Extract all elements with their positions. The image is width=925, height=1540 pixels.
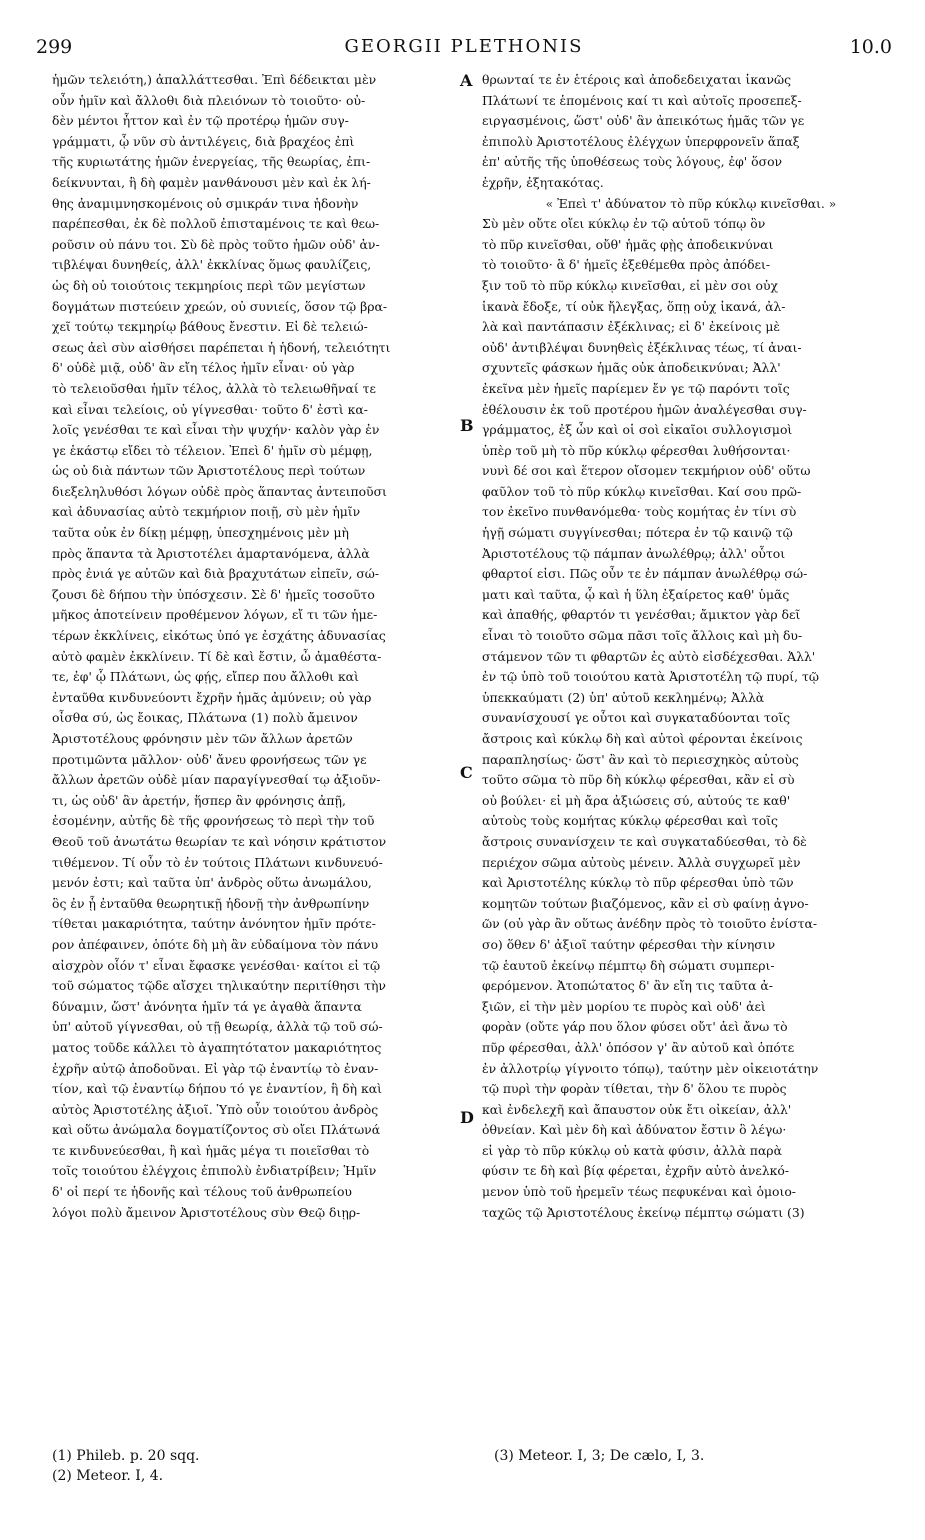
text-line: ἐκεῖνα μὲν ἡμεῖς παρίεμεν ἔν γε τῷ παρόντι τοῖς xyxy=(482,380,790,396)
text-line: καὶ ἐνδελεχῆ καὶ ἄπαυστον οὐκ ἔτι οἰκείαν, ἀλλ' xyxy=(482,1101,792,1117)
text-line: ἐν τῷ ὑπὸ τοῦ τοιούτου κατὰ Ἀριστοτέλη τῷ πυρί, τῷ xyxy=(482,669,820,685)
text-line: πρὸς ἅπαντα τὰ Ἀριστοτέλει ἁμαρτανόμενα, ἀλλὰ xyxy=(52,545,370,561)
left-column xyxy=(52,70,454,1223)
text-line: ξιῶν, εἰ τὴν μὲν μορίου τε πυρὸς καὶ οὐδ' ἀεὶ xyxy=(482,998,766,1014)
text-line: τίθεται μακαριότητα, ταύτην ἀνόνητον ἡμῖν πρότε- xyxy=(52,916,376,932)
text-line: ἡμῶν τελειότη,) ἀπαλλάττεσθαι. Ἐπὶ δέδεικται μὲν xyxy=(52,72,377,87)
text-line: εἰ γὰρ τὸ πῦρ κύκλῳ οὐ κατὰ φύσιν, ἀλλὰ παρὰ xyxy=(482,1142,782,1158)
text-line: νυνὶ δέ σοι καὶ ἕτερον οἴσομεν τεκμήριον οὐδ' οὕτω xyxy=(482,463,811,479)
text-line: πρὸς ἐνιά γε αὐτῶν καὶ διὰ βραχυτάτων εἰπεῖν, σώ- xyxy=(52,566,380,582)
text-line: τιβλέψαι δυνηθείς, ἀλλ' ἐκκλίνας ὅμως φαυλίζεις, xyxy=(52,257,372,273)
text-line: τι, ὡς οὐδ' ἂν ἀρετήν, ἥσπερ ἂν φρόνησις ἀπῇ, xyxy=(52,792,346,808)
running-header xyxy=(36,36,892,62)
text-line: ρον ἀπέφαινεν, ὁπότε δὴ μὴ ἂν εὐδαίμονα τὸν πάνυ xyxy=(52,936,379,952)
text-line: γε ἑκάστῳ εἴδει τὸ τέλειον. Ἐπεὶ δ' ἡμῖν σὺ μέμφῃ, xyxy=(52,442,373,458)
text-line: ξιν τοῦ τὸ πῦρ κύκλῳ κινεῖσθαι, εἰ μὲν σοι οὐχ xyxy=(482,277,779,293)
footnote: (1) Phileb. p. 20 sqq. xyxy=(52,1448,200,1464)
text-line: ματος τοῦδε κάλλει τὸ ἀγαπητότατον μακαριότητος xyxy=(52,1039,382,1055)
text-line: τῷ ἑαυτοῦ ἐκείνῳ πέμπτῳ δὴ σώματι συμπερι- xyxy=(482,957,775,973)
text-line: φερόμενον. Ἀτοπώτατος δ' ἂν εἴη τις ταῦτα ἀ- xyxy=(482,978,773,994)
text-line: οὐ βούλει· εἰ μὴ ἄρα ἀξιώσεις σύ, αὐτούς τε καθ' xyxy=(482,792,791,808)
text-line: θης ἀναμιμνησκομένοις οὐ σμικράν τινα ἡδονὴν xyxy=(52,195,359,211)
text-line: ταχῶς τῷ Ἀριστοτέλους ἐκείνῳ πέμπτῳ σώματι (3) xyxy=(482,1204,805,1220)
footnote: (3) Meteor. I, 3; De cælo, I, 3. xyxy=(494,1448,705,1464)
margin-letter-d: D xyxy=(460,1108,474,1127)
text-line: τιθέμενον. Τί οὖν τὸ ἐν τούτοις Πλάτωνι κινδυνευό- xyxy=(52,854,383,870)
text-line: τὸ τελειοῦσθαι ἡμῖν τέλος, ἀλλὰ τὸ τελειωθῆναί τε xyxy=(52,380,376,396)
text-line: ἄστροις συνανίσχειν τε καὶ συγκαταδύεσθαι, τὸ δὲ xyxy=(482,833,807,849)
text-line: τον ἐκεῖνο πυνθανόμεθα· τοὺς κομήτας ἐν τίνι σὺ xyxy=(482,504,797,520)
text-line: δ' οἱ περί τε ἡδονῆς καὶ τέλους τοῦ ἀνθρωπείου xyxy=(52,1184,352,1200)
text-line: διεξεληλυθόσι λόγων οὐδὲ πρὸς ἅπαντας ἀντειποῦσι xyxy=(52,483,387,499)
text-line: εἶναι τὸ τοιοῦτο σῶμα πᾶσι τοῖς ἄλλοις καὶ μὴ δυ- xyxy=(482,628,803,644)
margin-letter-a: A xyxy=(460,71,473,90)
text-line: ἄστροις καὶ κύκλῳ δὴ καὶ αὐτοὶ φέρονται ἐκείνοις xyxy=(482,731,803,746)
text-line: Ἀριστοτέλους φρόνησιν μὲν τῶν ἄλλων ἀρετῶν xyxy=(52,731,353,746)
text-line: καὶ εἶναι τελείοις, οὐ γίγνεσθαι· τοῦτο δ' ἐστὶ κα- xyxy=(52,401,368,417)
text-line: γράμματι, ᾧ νῦν σὺ ἀντιλέγεις, διὰ βραχέος ἐπὶ xyxy=(52,133,355,149)
footnotes-left xyxy=(52,1446,454,1486)
footnote: (2) Meteor. I, 4. xyxy=(52,1468,164,1484)
right-column xyxy=(482,70,900,1223)
text-line: μενόν ἐστι; καὶ ταῦτα ὑπ' ἀνδρὸς οὕτω ἀνωμάλου, xyxy=(52,875,372,891)
text-line: δείκνυνται, ἣ δὴ φαμὲν μανθάνουσι μὲν καὶ ἐκ λή- xyxy=(52,174,371,190)
running-title: GEORGII PLETHONIS xyxy=(344,36,584,57)
text-line: ἐσομένην, αὐτῆς δὲ τῆς φρονήσεως τὸ περὶ τὴν τοῦ xyxy=(52,813,375,829)
text-line: πῦρ φέρεσθαι, ἀλλ' ὁπόσον γ' ἂν αὐτοῦ καὶ ὁπότε xyxy=(482,1039,795,1055)
text-line: ἐχρῆν αὐτῷ ἀποδοῦναι. Εἰ γὰρ τῷ ἐναντίῳ τὸ ἐναν- xyxy=(52,1060,379,1076)
text-line: ὑπεκκαύματι (2) ὑπ' αὐτοῦ κεκλημένῳ; Ἀλλὰ xyxy=(482,689,765,705)
text-line: χεῖ τούτῳ τεκμηρίῳ βάθους ἔνεστιν. Εἰ δὲ τελειώ- xyxy=(52,319,368,335)
text-line: Πλάτωνί τε ἑπομένοις καί τι καὶ αὐτοῖς προσεπεξ- xyxy=(482,92,802,108)
text-line: τῷ πυρὶ τὴν φορὰν τίθεται, τὴν δ' ὅλου τε πυρὸς xyxy=(482,1081,787,1097)
text-line: συνανίσχουσί γε οὗτοι καὶ συγκαταδύονται τοῖς xyxy=(482,710,791,726)
text-line: ταῦτα οὐκ ἐν δίκῃ μέμφῃ, ὑπεσχημένοις μὲν μὴ xyxy=(52,525,349,541)
text-line: παρέπεσθαι, ἐκ δὲ πολλοῦ ἐπισταμένοις τε καὶ θεω- xyxy=(52,216,380,232)
text-line: σεως ἀεὶ σὺν αἰσθήσει παρέπεται ἡ ἡδονή, τελειότητι xyxy=(52,339,391,355)
text-line: οἶσθα σύ, ὡς ἔοικας, Πλάτωνα (1) πολὺ ἄμεινον xyxy=(52,710,358,726)
text-line: ἐπ' αὐτῆς τῆς ὑποθέσεως τοὺς λόγους, ἐφ' ὅσον xyxy=(482,154,783,170)
text-line: αἰσχρὸν οἷόν τ' εἶναι ἔφασκε γενέσθαι· καίτοι εἰ τῷ xyxy=(52,957,381,973)
text-line: σο) ὅθεν δ' ἀξιοῖ ταύτην φέρεσθαι τὴν κίνησιν xyxy=(482,936,776,952)
text-line: ὃς ἐν ᾗ ἐνταῦθα θεωρητικῇ ἡδονῇ τὴν ἀνθρωπίνην xyxy=(52,895,370,911)
text-line: φορὰν (οὔτε γάρ που ὅλον φύσει οὔτ' ἀεὶ ἄνω τὸ xyxy=(482,1019,788,1035)
text-line: ἐν ἀλλοτρίῳ γίγνοιτο τόπῳ), ταύτην μὲν οἰκειοτάτην xyxy=(482,1060,819,1076)
footnotes-right xyxy=(494,1446,894,1466)
text-line: ἐθέλουσιν ἐκ τοῦ προτέρου ἡμῶν ἀναλέγεσθαι συγ- xyxy=(482,401,807,417)
text-line: ὑπ' αὐτοῦ γίγνεσθαι, οὐ τῇ θεωρίᾳ, ἀλλὰ τῷ τοῦ σώ- xyxy=(52,1019,383,1035)
text-line: τοῦ σώματος τῷδε αἴσχει τηλικαύτην περιτίθησι τὴν xyxy=(52,978,386,994)
text-line: φύσιν τε δὴ καὶ βίᾳ φέρεται, ἐχρῆν αὐτὸ ἀνελκό- xyxy=(482,1163,790,1179)
text-line: τοῖς τοιούτου ἐλέγχοις ἐπιπολὺ ἐνδιατρίβειν; Ἡμῖν xyxy=(52,1163,377,1179)
text-line: αὐτὸς Ἀριστοτέλης ἀξιοῖ. Ὑπὸ οὖν τοιούτου ἀνδρὸς xyxy=(52,1101,379,1117)
text-line: ἄλλων ἀρετῶν οὐδὲ μίαν παραγίγνεσθαί τῳ ἀξιοῦν- xyxy=(52,772,381,788)
text-line: στάμενον τῶν τι φθαρτῶν ἐς αὐτὸ εἰσδέχεσθαι. Ἀλλ' xyxy=(482,648,816,664)
text-line: καὶ οὕτω ἀνώμαλα δογματίζοντος σὺ οἴει Πλάτωνά xyxy=(52,1122,381,1138)
text-line: λὰ καὶ παντάπασιν ἐξέκλινας; εἰ δ' ἐκείνοις μὲ xyxy=(482,319,781,335)
text-line: « Ἐπεὶ τ' ἀδύνατον τὸ πῦρ κύκλῳ κινεῖσθαι. » xyxy=(545,195,837,211)
text-line: ἐχρῆν, ἐξητακότας. xyxy=(482,174,604,190)
text-line: ῶν (οὐ γὰρ ἂν οὕτως ἀνέδην πρὸς τὸ τοιοῦτο ἐνίστα- xyxy=(482,916,818,932)
text-line: ὡς δὴ οὐ τοιούτοις τεκμηρίοις περὶ τῶν μεγίστων xyxy=(52,277,366,293)
text-line: δύναμιν, ὥστ' ἀνόνητα ἡμῖν τά γε ἀγαθὰ ἅπαντα xyxy=(52,998,362,1014)
text-line: περιέχον σῶμα αὐτοὺς μένειν. Ἀλλὰ συγχωρεῖ μὲν xyxy=(482,854,801,870)
text-line: τέρων ἐκκλίνεις, εἰκότως ὑπό γε ἐσχάτης ἀδυνασίας xyxy=(52,628,386,644)
text-line: προτιμῶντα μᾶλλον· οὐδ' ἄνευ φρονήσεως τῶν γε xyxy=(52,751,367,767)
text-line: ζουσι δὲ δήπου τὴν ὑπόσχεσιν. Σὲ δ' ἡμεῖς τοσοῦτο xyxy=(52,586,375,602)
text-line: ροῦσιν οὐ πάνυ τοι. Σὺ δὲ πρὸς τοῦτο ἡμῶν οὐδ' ἀν- xyxy=(52,236,380,252)
margin-letter-b: B xyxy=(460,416,474,435)
text-line: Ἀριστοτέλους τῷ πάμπαν ἀνωλέθρῳ; ἀλλ' οὗτοι xyxy=(482,545,786,561)
text-line: τε, ἐφ' ᾧ Πλάτωνι, ὡς φῄς, εἴπερ που ἄλλοθι καὶ xyxy=(52,669,359,685)
text-line: αὐτὸ φαμὲν ἐκκλίνειν. Τί δὲ καὶ ἔστιν, ὦ ἀμαθέστα- xyxy=(52,648,382,664)
text-line: τε κινδυνεύεσθαι, ἢ καὶ ἡμᾶς μέγα τι ποιεῖσθαι τὸ xyxy=(52,1142,370,1158)
text-line: παραπλησίως· ὥστ' ἂν καὶ τὸ περιεσχηκὸς αὐτοὺς xyxy=(482,751,799,767)
text-line: ειργασμένοις, ὥστ' οὐδ' ἂν ἀπεικότως ἡμᾶς τῶν γε xyxy=(482,113,805,129)
margin-letter-c: C xyxy=(460,763,473,782)
text-line: δ' οὐδὲ μιᾷ, οὐδ' ἂν εἴη τέλος ἡμῖν εἶναι· οὐ γὰρ xyxy=(52,360,355,376)
text-line: λόγοι πολὺ ἄμεινον Ἀριστοτέλους σὺν Θεῷ διῃρ- xyxy=(52,1204,361,1220)
text-line: λοῖς γενέσθαι τε καὶ εἶναι τὴν ψυχήν· καλὸν γὰρ ἐν xyxy=(52,422,380,438)
text-line: καὶ Ἀριστοτέλης κύκλῳ τὸ πῦρ φέρεσθαι ὑπὸ τῶν xyxy=(482,875,794,891)
text-line: δὲν μέντοι ἧττον καὶ ἐν τῷ προτέρῳ ἡμῶν συγ- xyxy=(52,113,349,129)
text-line: μῆκος ἀποτείνειν προθέμενον λόγων, εἴ τι τῶν ἡμε- xyxy=(52,607,378,623)
text-line: Σὺ μὲν οὔτε οἴει κύκλῳ ἐν τῷ αὑτοῦ τόπῳ ὂν xyxy=(482,216,766,232)
text-line: οὖν ἡμῖν καὶ ἄλλοθι διὰ πλειόνων τὸ τοιοῦτο· οὐ- xyxy=(52,92,366,108)
text-line: ματι καὶ ταῦτα, ᾧ καὶ ἡ ὕλη ἐξαίρετος καθ' ὑμᾶς xyxy=(482,586,790,602)
text-line: ὑπὲρ τοῦ μὴ τὸ πῦρ κύκλῳ φέρεσθαι λυθήσονται· xyxy=(482,442,791,458)
text-line: τῆς κυριωτάτης ἡμῶν ἐνεργείας, τῆς θεωρίας, ἐπι- xyxy=(52,154,371,170)
text-line: φθαρτοί εἰσι. Πῶς οὖν τε ἐν πάμπαν ἀνωλέθρῳ σώ- xyxy=(482,566,808,582)
text-line: κομητῶν τούτων βιαζόμενος, κἂν εἰ σὺ φαίνῃ ἀγνο- xyxy=(482,895,809,911)
text-line: τίον, καὶ τῷ ἐναντίῳ δήπου τό γε ἐναντίον, ἣ δὴ καὶ xyxy=(52,1081,383,1097)
text-line: ἐνταῦθα κινδυνεύοντι ἔχρῆν ἡμᾶς ἀμύνειν; οὐ γὰρ xyxy=(52,689,372,705)
page-number: 299 xyxy=(36,36,73,58)
text-line: τὸ τοιοῦτο· ἃ δ' ἡμεῖς ἐξεθέμεθα πρὸς ἀπόδει- xyxy=(482,257,771,273)
text-line: σχυντεῖς φάσκων ἡμᾶς οὐκ ἀποδεικνύναι; Ἀλλ' xyxy=(482,360,781,376)
text-line: οὐδ' ἀντιβλέψαι δυνηθεὶς ἐξέκλινας τέως, τί ἀναι- xyxy=(482,339,802,355)
text-line: μενον ὑπὸ τοῦ ἠρεμεῖν τέως πεφυκέναι καὶ ὁμοιο- xyxy=(482,1184,796,1200)
text-line: δογμάτων πιστεύειν χρεών, οὐ συνιείς, ὅσον τῷ βρα- xyxy=(52,298,388,314)
text-line: φαῦλον τοῦ τὸ πῦρ κύκλῳ κινεῖσθαι. Καί σου πρῶ- xyxy=(482,483,802,499)
text-line: ἱκανὰ ἔδοξε, τί οὐκ ἤλεγξας, ὅπῃ οὐχ ἱκανά, ἀλ- xyxy=(482,298,786,314)
text-line: τοῦτο σῶμα τὸ πῦρ δὴ κύκλῳ φέρεσθαι, κἂν εἰ σὺ xyxy=(482,772,795,788)
text-line: Θεοῦ τοῦ ἀνωτάτω θεωρίαν τε καὶ νόησιν κράτιστον xyxy=(52,833,387,849)
text-line: θρωνταί τε ἐν ἑτέροις καὶ ἀποδεδειχαται ἱκανῶς xyxy=(482,72,792,87)
text-line: γράμματος, ἐξ ὧν καὶ οἱ σοὶ εἰκαῖοι συλλογισμοὶ xyxy=(482,422,793,438)
text-line: καὶ ἀπαθής, φθαρτόν τι γενέσθαι; ἄμικτον γὰρ δεῖ xyxy=(482,607,801,623)
text-line: ὀθνείαν. Καὶ μὲν δὴ καὶ ἀδύνατον ἔστιν ὃ λέγω· xyxy=(482,1122,787,1138)
text-line: αὑτοὺς τοὺς κομήτας κύκλῳ φέρεσθαι καὶ τοῖς xyxy=(482,813,778,829)
text-line: ἡγῇ σώματι συγγίνεσθαι; πότερα ἐν τῷ καινῷ τῷ xyxy=(482,525,793,541)
text-line: ὡς οὐ διὰ πάντων τῶν Ἀριστοτέλους περὶ τούτων xyxy=(52,463,366,479)
text-line: ἐπιπολὺ Ἀριστοτέλους ἐλέγχων ὑπερφρονεῖν ἅπαξ xyxy=(482,133,800,149)
text-line: καὶ ἀδυνασίας αὐτὸ τεκμήριον ποιῇ, σὺ μὲν ἡμῖν xyxy=(52,504,361,520)
section-number: 10.0 xyxy=(849,36,892,58)
text-line: τὸ πῦρ κινεῖσθαι, οὔθ' ἡμᾶς φῂς ἀποδεικνύναι xyxy=(482,236,774,252)
